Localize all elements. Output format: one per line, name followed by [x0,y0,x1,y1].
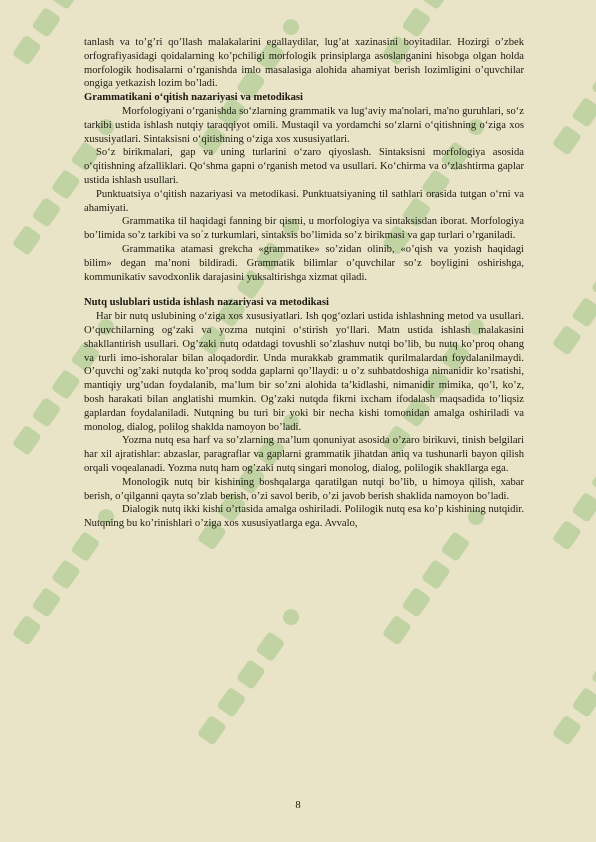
watermark-stamp [552,410,596,551]
paragraph-word-combinations: So‘z birikmalari, gap va uning turlarini o‘zaro qiyoslash. Sintaksisni morfologiya asosida o‘qitishning afzalliklari. Qo‘shma gapni o‘rganish metod va usullari. Ko‘chirma va o‘zlashtirma gaplar ustida ishlash usullari. [84,147,524,186]
section-heading-grammar: Grammatikani o‘qitish nazariyasi va metodikasi [84,92,303,104]
paragraph-dialogue: Dialogik nutq ikki kishi o’rtasida amalga oshiriladi. Polilogik nutq esa ko’p kishining nutqidir. Nutqning bu ko’rinishlari o’ziga xos xususiyatlarga ega. Avvalo, [84,504,524,530]
watermark-stamp [552,15,596,156]
section-gap [84,284,524,296]
document-page [84,36,524,531]
watermark-stamp [552,605,596,746]
section-heading-speech-styles: Nutq uslublari ustida ishlash nazariyasi va metodikasi [84,297,329,309]
paragraph-grammar-term: Grammatika atamasi grekcha «grammatike» so’zidan olinib, «o’qish va yozish haqidagi bilim» degan ma’noni bildiradi. Grammatik bilimlar o’quvchilar so’z boyligini oshirishga, kommunikativ savodxonlik darajasini yuksaltirishga xizmat qiladi. [84,243,524,283]
paragraph-intro: tanlash va to’g’ri qo’llash malakalarini egallaydilar, lug’at xazinasini boyitadilar. Hozirgi o’zbek orfografiyasidagi qoidalarning ko’pchiligi morfologik prinsiplarga asoslanganini hisobga olgan holda morfologik hodisalarni o’rganishda imlo masalasiga alohida ahamiyat berish lozimligini o’quvchilar ongiga yetkazish lozim bo’ladi. [84,37,524,90]
paragraph-morphology: Morfologiyani o‘rganishda so‘zlarning grammatik va lug‘aviy ma'nolari, ma'no guruhlari, so‘z tarkibi ustida ishlash nutqiy taraqqiyot omili. Mustaqil va yordamchi so‘zlarni o‘qitishning o‘ziga xos xususiyatlari. Sintaksisni o‘qitishning o‘ziga xos xususiyatlari. [84,105,524,145]
watermark-stamp [552,215,596,356]
paragraph-oral-speech: Har bir nutq uslubining o‘ziga xos xususiyatlari. Ish qog‘ozlari ustida ishlashning metod va usullari. O‘quvchilarning og‘zaki va yozma nutqini o‘stirish yo‘llari. Matn ustida ishlash malakasini shakllantirish usullari. Og’zaki nutq odatdagi tovushli so’zlashuv nutqi bo’lib, bu nutq ko’proq ohang va turli imo-ishoralar bilan aloqadordir. Unda murakkab grammatik qurilmalardan foydalanilmaydi. O’quvchi og’zaki nutqda ko’proq sodda gaplarni qo’llaydi: u o’z suhbatdoshiga nimanidir ko’rsatishi, mantiqiy urg’udan foydalanib, ma’lum bir so’zni alohida ta’kidlashi, nimanidir mimika, qo’l, ko’z, bosh harakati bilan anglatishi mumkin. Og’zaki nutqda fikrni ixcham ifodalash maqsadida to’liqsiz gaplardan foydalaniladi. Nutqning bu turi bir yoki bir necha kishi tomonidan amalga oshiriladi va monolog, dialog, polilog shaklda namoyon bo’ladi. [84,311,524,433]
paragraph-written-speech: Yozma nutq esa harf va so’zlarning ma’lum qonuniyat asosida o’zaro birikuvi, tinish belgilari har xil ajratishlar: abzaslar, paragraflar va gaplarni grammatik jihatdan aniq va tushunarli bayon qilish orqali voqealanadi. Yozma nutq ham og’zaki nutq singari monolog, dialog, polilogik shakllarga ega. [84,435,524,474]
watermark-stamp [197,605,304,746]
paragraph-punctuation: Punktuatsiya o‘qitish nazariyasi va metodikasi. Punktuatsiyaning til sathlari orasida tutgan o‘rni va ahamiyati. [84,188,524,214]
paragraph-grammar-definition: Grammatika til haqidagi fanning bir qismi, u morfologiya va sintaksisdan iborat. Morfologiya bo’limida so’z tarkibi va so`z turkumlari, sintaksis bo’limida so’z birikmasi va gap turlari o’rganiladi. [84,216,524,242]
paragraph-monologue: Monologik nutq bir kishining boshqalarga qaratilgan nutqi bo’lib, u himoya qilish, xabar berish, o’qilganni qayta so’zlab berish, o’zi savol berib, o’zi javob berish shaklida namoyon bo’ladi. [84,476,524,502]
page-number: 8 [295,800,301,811]
